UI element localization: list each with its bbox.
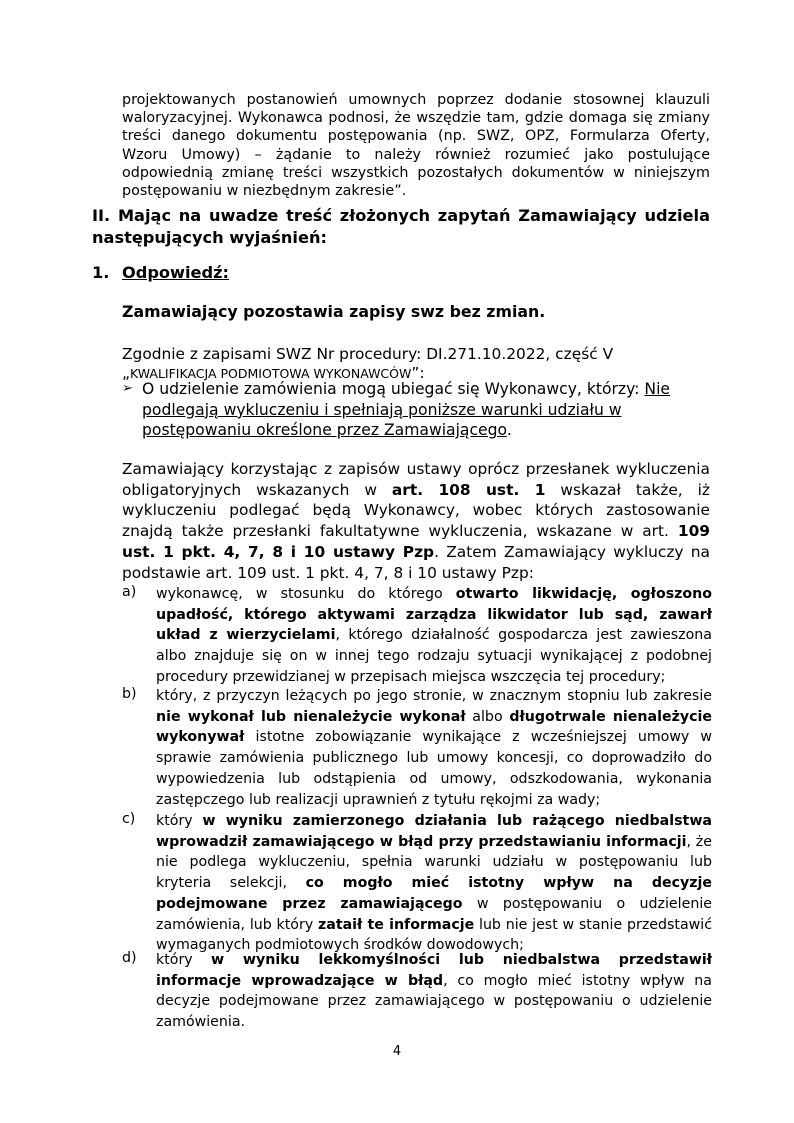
list-item: c) który w wyniku zamierzonego działania lub rażącego niedbalstwa wprowadził zamawiającego w błąd przy przedstawianiu informacji, że nie podlega wykluczeniu, spełnia warunki udziału w postępowaniu lub kryteria selekcji, co mogło mieć istotny wpływ na decyzje podejmowane przez zamawiającego w postępowaniu o udzielenie zamówienia, lub który zataił te informacje lub nie jest w stanie przedstawić wymaganych podmiotowych środków dowodowych; <box>122 811 712 954</box>
intro-paragraph <box>122 91 710 200</box>
list-item: a) wykonawcę, w stosunku do którego otwarto likwidację, ogłoszono upadłość, którego aktywami zarządza likwidator lub sąd, zawarł układ z wierzycielami, którego działalność gospodarcza jest zawieszona albo znajduje się on w innej tego rodzaju sytuacji wynikającej z podobnej procedury przewidzianej w przepisach miejsca wszczęcia tej procedury; <box>122 584 712 685</box>
exclusion-paragraph: Zamawiający korzystając z zapisów ustawy oprócz przesłanek wykluczenia obligatoryjnych wskazanych w art. 108 ust. 1 wskazał także, iż wykluczeniu podlegać będą Wykonawcy, wobec których zastosowanie znajdą także przesłanki fakultatywne wykluczenia, wskazane w art. 109 ust. 1 pkt. 4, 7, 8 i 10 ustawy Pzp. Zatem Zamawiający wykluczy na podstawie art. 109 ust. 1 pkt. 4, 7, 8 i 10 ustawy Pzp: <box>122 460 710 582</box>
swz-reference: Zgodnie z zapisami SWZ Nr procedury: DI.271.10.2022, część V „KWALIFIKACJA PODMIOTOWA WYKONAWCÓW”: <box>122 345 614 382</box>
list-item: b) który, z przyczyn leżących po jego stronie, w znacznym stopniu lub zakresie nie wykonał lub nienależycie wykonał albo długotrwale nienależycie wykonywał istotne zobowiązanie wynikające z wcześniejszej umowy w sprawie zamówienia publicznego lub umowy koncesji, co doprowadziło do wypowiedzenia lub odstąpienia od umowy, odszkodowania, wykonania zastępczego lub realizacji uprawnień z tytułu rękojmi za wady; <box>122 686 712 808</box>
bullet-underlined-text: Nie podlegają wykluczeniu i spełniają poniższe warunki udziału w postępowaniu określone przez Zamawiającego <box>142 380 671 440</box>
page-number: 4 <box>392 1044 402 1059</box>
swz-section-title: KWALIFIKACJA PODMIOTOWA WYKONAWCÓW <box>129 366 412 381</box>
list-item: d) który w wyniku lekkomyślności lub niedbalstwa przedstawił informacje wprowadzające w błąd, co mogło mieć istotny wpływ na decyzje podejmowane przez zamawiającego w postępowaniu o udzielenie zamówienia. <box>122 950 712 1031</box>
answer-number: 1. <box>92 263 110 282</box>
answer-header <box>92 262 492 284</box>
intro-rest: waloryzacyjnej. Wykonawca podnosi, że wszędzie tam, gdzie domaga się zmiany treści danego dokumentu postępowania (np. SWZ, OPZ, Formularza Oferty, Wzoru Umowy) – żądanie to należy również rozumieć jako postulujące odpowiednią zmianę treści wszystkich pozostałych dokumentów w niniejszym postępowaniu w niezbędnym zakresie”. <box>122 110 710 200</box>
answer-statement: Zamawiający pozostawia zapisy swz bez zmian. <box>122 302 546 321</box>
arrow-bullet-icon: ➢ <box>122 381 133 396</box>
bullet-item: ➢ O udzielenie zamówienia mogą ubiegać się Wykonawcy, którzy: Nie podlegają wykluczeniu i spełniają poniższe warunki udziału w postępowaniu określone przez Zamawiającego. <box>122 380 671 440</box>
section-heading: II. Mając na uwadze treść złożonych zapytań Zamawiający udziela następujących wyjaśnień: <box>92 206 710 247</box>
answer-label: Odpowiedź: <box>122 263 230 282</box>
intro-line-1: projektowanych postanowień umownych poprzez dodanie stosownej klauzuli <box>122 92 710 108</box>
